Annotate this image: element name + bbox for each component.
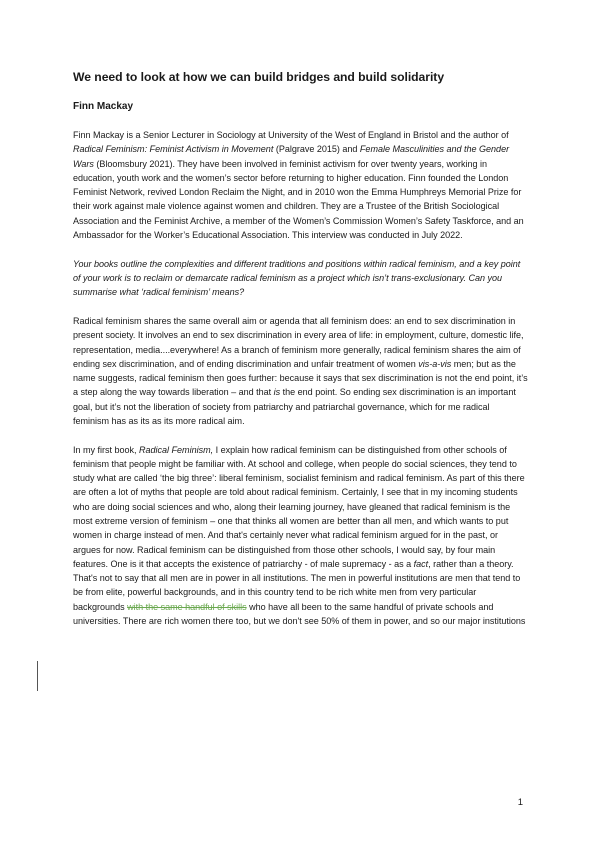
text-run: I explain how radical feminism can be distinguished from other schools of feminism that people might be familiar with. At school and college, when people do social sciences, they tend to study what are called ‘the big three’: liberal feminism, socialist feminism and radical feminism. As part of this there are often a lot of myths that people are told about radical feminism. Certainly, I see that in my incoming students who are doing social sciences and who, along their learning journey, have gleaned that radical feminism is the most extreme version of feminism – one that thinks all women are better than all men, and which wants to put women in charge instead of men. And that's certainly never what radical feminism argued for in the past, or argues for now. Radical feminism can be distinguished from those other schools, I would say, by four main features. One is it that accepts the existence of patriarchy - of male supremacy - as a: [73, 444, 525, 569]
italic-run: vis-a-vis: [418, 358, 452, 369]
answer-paragraph-1: [73, 314, 528, 428]
article-title: We need to look at how we can build bridges and build solidarity: [73, 70, 445, 84]
text-run: Radical feminism shares the same overall aim or agenda that all feminism does: an end to sex discrimination in present society. It involves an end to sex discrimination in every area of life: in employment, culture, domestic life, representation, media....everywhere! As a branch of feminism more generally, radical feminism shares the aim of ending sex discrimination, and of ending discrimination and unfair treatment of women: [73, 315, 524, 369]
text-run: (Palgrave 2015) and: [273, 144, 360, 155]
author-name: Finn Mackay: [73, 101, 134, 112]
tracked-change-bar: [37, 661, 38, 691]
italic-run: Radical Feminism,: [139, 444, 214, 455]
tracked-deletion: with the same handful of skills: [127, 601, 247, 612]
italic-run: Radical Feminism: Feminist Activism in Movement: [73, 144, 274, 155]
text-run: , rather than a theory. That's not to say that all men are in power in all institutions. The men in powerful institutions are men that tend to be from elite, powerful backgrounds, and in this country tend to be rich white men from very particular backgrounds: [73, 558, 521, 612]
page-number: 1: [517, 797, 523, 808]
answer-paragraph-2: [73, 443, 528, 629]
document-page: [73, 70, 528, 643]
interview-question: Your books outline the complexities and different traditions and positions within radical feminism, and a key point of your work is to reclaim or demarcate radical feminism as a project which isn’t trans-exclusionary. Can you summarise what ‘radical feminism’ means?: [73, 258, 521, 298]
text-run: In my first book,: [73, 444, 140, 455]
italic-run: Female Masculinities and the Gender Wars: [73, 144, 510, 169]
text-run: men; but as the name suggests, radical feminism then goes further: because it says that sex discrimination is not the end point, it’s a step along the way towards liberation – and that: [73, 358, 528, 398]
italic-run: is: [273, 387, 281, 398]
text-run: Finn Mackay is a Senior Lecturer in Sociology at University of the West of England in Bristol and the author of: [73, 130, 509, 140]
text-run: (Bloomsbury 2021). They have been involved in feminist activism for over twenty years, working in education, youth work and the women’s sector before returning to higher education. Finn founded the London Feminist Network, revived London Reclaim the Night, and in 2010 won the Emma Humphreys Memorial Prize for their work against male violence against women and children. They are a Trustee of the British Sociological Association and the Feminist Archive, a member of the Women’s Commission Women’s Safety Taskforce, and an Ambassador for the Worker’s Educational Association. This interview was conducted in July 2022.: [73, 158, 524, 241]
text-run: who have all been to the same handful of private schools and universities. There are rich women there too, but we don't see 50% of them in power, and so our major institutions: [73, 601, 526, 627]
italic-run: fact: [413, 558, 429, 569]
text-run: the end point. So ending sex discrimination is an important goal, but it’s not the liberation of society from patriarchy and patriarchal governance, which for me radical feminism has as its as its more radical aim.: [73, 387, 516, 427]
author-bio: [73, 128, 528, 242]
